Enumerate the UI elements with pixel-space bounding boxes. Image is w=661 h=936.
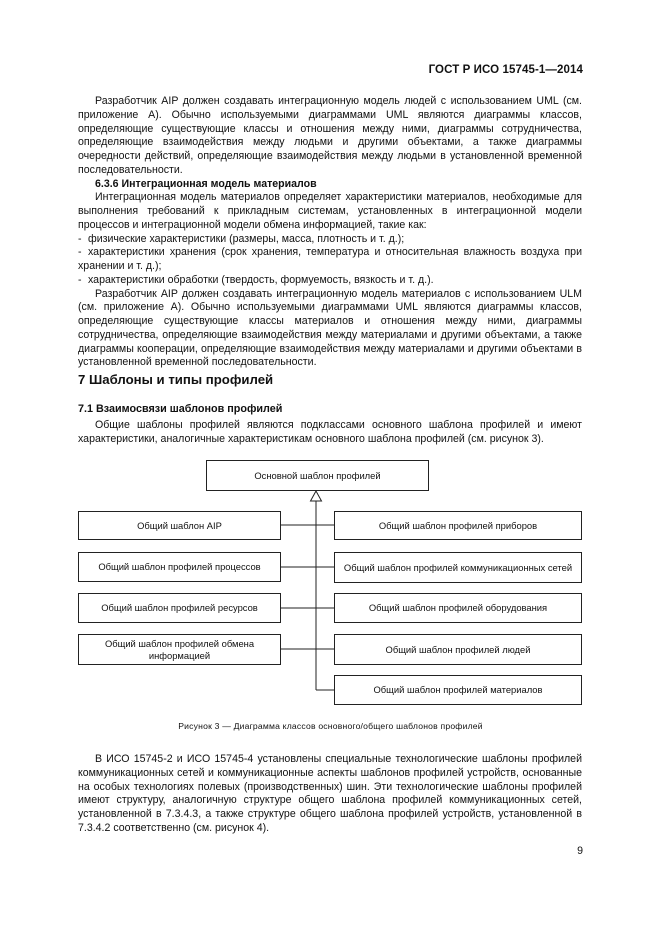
paragraph-profile-templates: Общие шаблоны профилей являются подклассами основного шаблона профилей и имеют характеристики, аналогичные характеристикам основного шаблона профилей (см. рисунок 3). [78,419,582,445]
paragraph-materials-intro: Интеграционная модель материалов определяет характеристики материалов, необходимые для выполнения требований к прикладным системам, установленных в интеграционной модели процессов и интеграционной модели обмена информацией, такие как: [78,191,582,231]
right-template-box: Общий шаблон профилей материалов [334,675,582,705]
paragraph-people-model: Разработчик AIP должен создавать интеграционную модель людей с использованием UML (см. приложение А). Обычно используемыми диаграммами UML являются диаграммы классов, определяющие существующие классы и отношения между ними, диаграммы сотрудничества, определяющие взаимодействия между людьми и другими объектами, а также диаграммы очередности действий, определяющие взаимодействия между людьми в установленной временной последовательности. [78,95,582,176]
list-bullet: - [78,232,82,245]
list-bullet: - [78,246,82,259]
right-template-box: Общий шаблон профилей приборов [334,511,582,540]
document-header: ГОСТ Р ИСО 15745-1—2014 [428,64,583,76]
list-item: - физические характеристики (размеры, масса, плотность и т. д.); [78,232,405,245]
page-number: 9 [577,845,583,857]
left-template-box: Общий шаблон профилей обмена информацией [78,634,281,665]
right-template-box: Общий шаблон профилей коммуникационных сетей [334,552,582,583]
list-item: - характеристики обработки (твердость, формуемость, вязкость и т. д.). [78,273,434,286]
bottom-text-block [78,753,582,836]
list-item: - характеристики хранения (срок хранения, температура и относительная влажность воздуха при хранении и т. д.); [78,246,582,272]
paragraph-materials-uml: Разработчик AIP должен создавать интеграционную модель материалов с использованием ULM (см. приложение А). Обычно используемыми диаграммами UML являются диаграммы классов, определяющие существующие классы материалов и отношения между ними, диаграммы сотрудничества, определяющие взаимодействия между материалами и другими объектами, а также диаграммы кооперации, определяющие взаимодействия между материалами и другими объектами в установленной временной последовательности. [78,287,582,369]
section-7-title: 7 Шаблоны и типы профилей [78,372,274,387]
heading-6-3-6: 6.3.6 Интеграционная модель материалов [95,177,317,190]
left-template-box: Общий шаблон AIP [78,511,281,540]
section-7-1-text [78,419,582,447]
left-template-box: Общий шаблон профилей ресурсов [78,593,281,623]
top-text-block [78,95,582,370]
figure-caption: Рисунок 3 — Диаграмма классов основного/общего шаблонов профилей [178,721,483,731]
inheritance-arrowhead [311,491,322,501]
list-bullet: - [78,273,82,286]
root-template-box: Основной шаблон профилей [206,460,429,491]
right-template-box: Общий шаблон профилей людей [334,634,582,665]
left-template-box: Общий шаблон профилей процессов [78,552,281,582]
paragraph-technology-templates: В ИСО 15745-2 и ИСО 15745-4 установлены специальные технологические шаблоны профилей коммуникационных сетей и коммуникационные аспекты шаблонов профилей устройств, основанные на особых технологиях полевых (производственных) шин. Эти технологические шаблоны профилей имеют структуру, аналогичную структуре общего шаблона профилей коммуникационных сетей, установленной в 7.3.4.3, а также структуре общего шаблона профилей устройств, установленной в 7.3.4.2 соответственно (см. рисунок 4). [78,753,582,834]
right-template-box: Общий шаблон профилей оборудования [334,593,582,623]
section-7-1-title: 7.1 Взаимосвязи шаблонов профилей [78,403,283,415]
